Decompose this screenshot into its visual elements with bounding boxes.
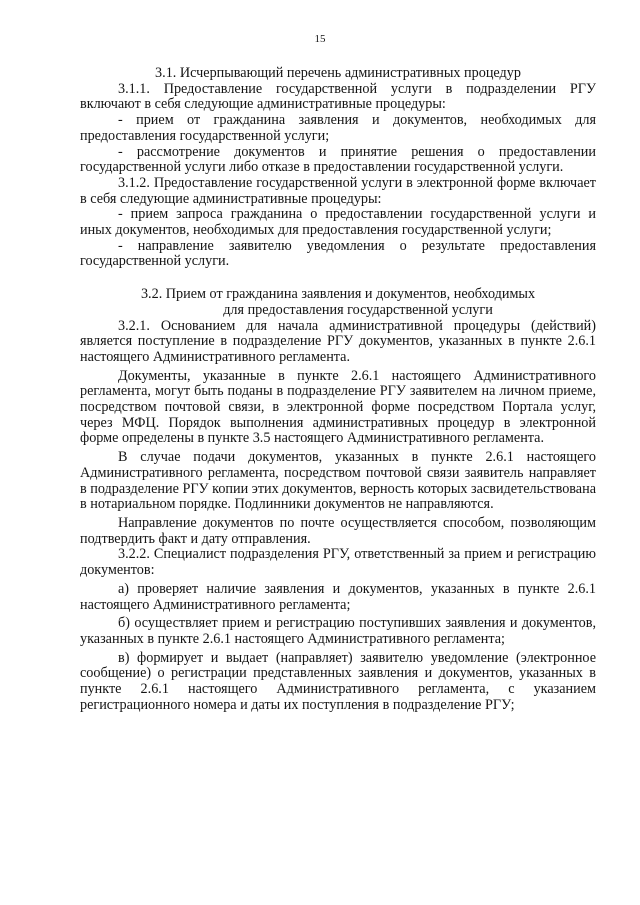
list-item-b: б) осуществляет прием и регистрацию поступивших заявления и документов, указанных в пункте 2.6.1 настоящего Административного регламента; — [80, 615, 596, 647]
list-item-reception: - прием от гражданина заявления и документов, необходимых для предоставления государственной услуги; — [80, 112, 596, 144]
paragraph-3-2-2: 3.2.2. Специалист подразделения РГУ, ответственный за прием и регистрацию документов: — [80, 546, 596, 579]
paragraph-3-1-1: 3.1.1. Предоставление государственной услуги в подразделении РГУ включают в себя следующие административные процедуры: — [80, 80, 596, 113]
section-3-1 — [80, 66, 596, 270]
section-3-2-title-line1: 3.2. Прием от гражданина заявления и документов, необходимых — [140, 286, 536, 303]
list-item-review: - рассмотрение документов и принятие решения о предоставлении государственной услуги либо отказе в предоставлении государственной услуги. — [80, 143, 596, 176]
paragraph-postal: В случае подачи документов, указанных в пункте 2.6.1 настоящего Административного регламента, посредством почтовой связи заявитель направляет в подразделение РГУ копии этих документов, верность которых засвидетельствована в нотариальном порядке. Подлинники документов не направляются. — [80, 449, 596, 513]
list-item-notification: - направление заявителю уведомления о результате предоставления государственной услуги. — [80, 237, 596, 270]
document-body — [80, 66, 596, 713]
list-item-a: а) проверяет наличие заявления и документов, указанных в пункте 2.6.1 настоящего Административного регламента; — [80, 580, 596, 613]
section-3-1-title: 3.1. Исчерпывающий перечень административных процедур — [155, 65, 521, 81]
list-item-c: в) формирует и выдает (направляет) заявителю уведомление (электронное сообщение) о регистрации представленных заявления и документов, указанных в пункте 2.6.1 настоящего Административного регламента, с указанием регистрационного номера и даты их поступления в подразделение РГУ; — [80, 649, 596, 713]
paragraph-mail: Направление документов по почте осуществляется способом, позволяющим подтвердить факт и дату отправления. — [80, 514, 596, 547]
list-item-request: - прием запроса гражданина о предоставлении государственной услуги и иных документов, необходимых для предоставления государственной услуги; — [80, 206, 596, 239]
section-spacer — [80, 270, 596, 287]
section-3-2-title-line2: для предоставления государственной услуги — [223, 301, 493, 318]
paragraph-3-1-2: 3.1.2. Предоставление государственной услуги в электронной форме включает в себя следующие административные процедуры: — [80, 174, 596, 207]
page-number: 15 — [314, 33, 326, 45]
paragraph-3-2-1: 3.2.1. Основанием для начала административной процедуры (действий) является поступление в подразделение РГУ документов, указанных в пункте 2.6.1 настоящего Административного регламента. — [80, 317, 596, 365]
paragraph-documents: Документы, указанные в пункте 2.6.1 настоящего Административного регламента, могут быть поданы в подразделение РГУ заявителем на личном приеме, посредством почтовой связи, в электронной форме посредством Портала услуг, через МФЦ. Порядок выполнения административных процедур в электронной форме определены в пункте 3.5 настоящего Административного регламента. — [80, 367, 596, 447]
section-3-2 — [80, 287, 596, 713]
